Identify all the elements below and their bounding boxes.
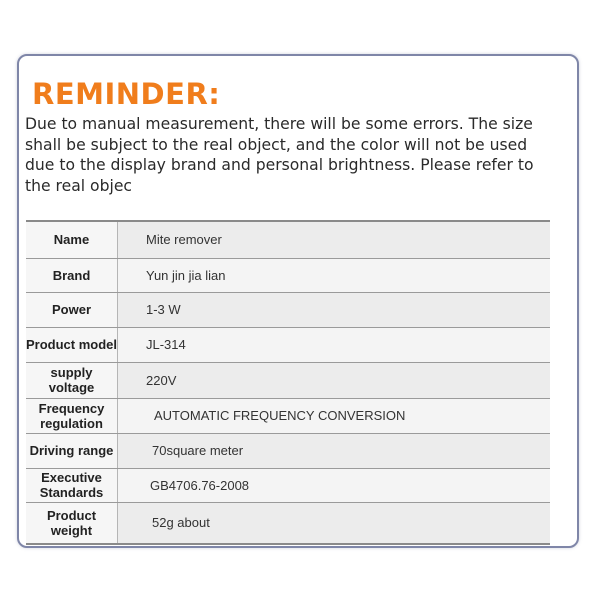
row-value: 220V [118,362,551,398]
row-label: Executive Standards [26,468,118,502]
table-row [26,502,550,544]
row-label: supply voltage [26,362,118,398]
row-value: JL-314 [118,327,551,362]
row-label: Product weight [26,502,118,544]
table-row [26,258,550,292]
row-label: Brand [26,258,118,292]
reminder-title: REMINDER: [32,77,221,111]
row-label: Product model [26,327,118,362]
row-label: Frequency regulation [26,398,118,433]
row-value: Mite remover [118,221,551,258]
row-value: 52g about [118,502,551,544]
table-row [26,221,550,258]
table-row [26,433,550,468]
row-label: Name [26,221,118,258]
row-value: AUTOMATIC FREQUENCY CONVERSION [118,398,551,433]
table-row [26,292,550,327]
spec-table [26,220,550,545]
row-label: Power [26,292,118,327]
table-row [26,362,550,398]
reminder-text: Due to manual measurement, there will be some errors. The size shall be subject to the real object, and the color will not be used due to the display brand and personal brightness. Please refer to the real objec [25,115,534,195]
row-value: 1-3 W [118,292,551,327]
table-row [26,398,550,433]
table-row [26,327,550,362]
row-value: 70square meter [118,433,551,468]
row-value: GB4706.76-2008 [118,468,551,502]
row-value: Yun jin jia lian [118,258,551,292]
row-label: Driving range [26,433,118,468]
table-row [26,468,550,502]
